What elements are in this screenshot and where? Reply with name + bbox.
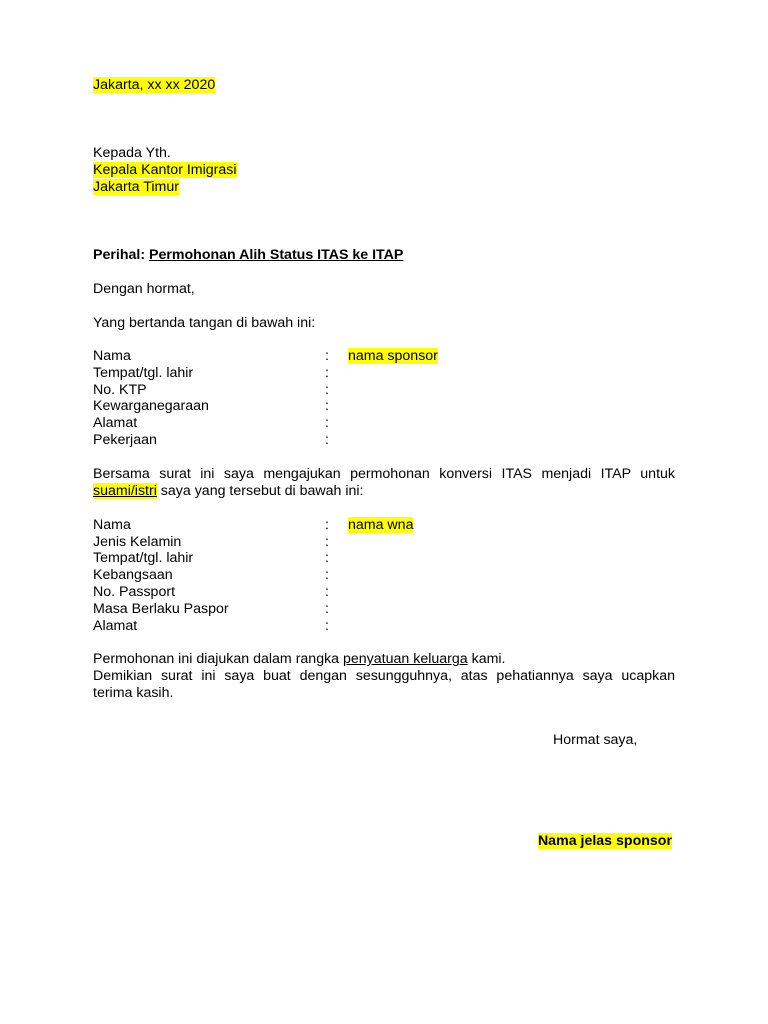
- foreigner-fields: [93, 517, 675, 635]
- field-value: [348, 398, 675, 415]
- closing-reason: penyatuan keluarga: [343, 651, 468, 668]
- recipient-city-line: [93, 179, 675, 196]
- sponsor-field-row: [93, 398, 675, 415]
- sponsor-name-value: nama sponsor: [348, 348, 438, 364]
- field-colon: :: [325, 381, 329, 398]
- field-colon: :: [325, 617, 329, 634]
- sponsor-field-row: [93, 382, 675, 399]
- sponsor-fields: [93, 348, 675, 449]
- recipient-salutation: Kepada Yth.: [93, 145, 171, 161]
- signature-name-line: [538, 833, 672, 850]
- field-label: Alamat: [93, 617, 138, 634]
- field-colon: :: [325, 398, 329, 415]
- subject-label: Perihal:: [93, 247, 146, 263]
- field-label: Alamat: [93, 415, 138, 432]
- closing-line-1: [93, 651, 675, 668]
- subject-line: [93, 247, 675, 264]
- request-line-2: [93, 483, 675, 500]
- field-colon: :: [325, 431, 329, 448]
- foreigner-field-row: [93, 534, 675, 551]
- sponsor-field-row: [93, 348, 675, 365]
- field-label: Tempat/tgl. lahir: [93, 550, 194, 567]
- field-value: [348, 534, 675, 551]
- request-line-1: Bersama surat ini saya mengajukan permohonan konversi ITAS menjadi ITAP untuk: [93, 465, 675, 482]
- field-label: Kebangsaan: [93, 567, 173, 584]
- signature-name: Nama jelas sponsor: [537, 833, 672, 849]
- signoff: Hormat saya,: [553, 732, 638, 748]
- intro-text: Yang bertanda tangan di bawah ini:: [93, 315, 316, 331]
- place-date-line: [93, 77, 675, 94]
- request-paragraph: [93, 466, 675, 500]
- field-label: Masa Berlaku Paspor: [93, 600, 229, 617]
- field-value: [348, 382, 675, 399]
- closing-line-2: Demikian surat ini saya buat dengan sesungguhnya, atas pehatiannya saya ucapkan: [93, 668, 675, 685]
- field-colon: :: [325, 364, 329, 381]
- field-colon: :: [325, 567, 329, 584]
- field-value: [348, 415, 675, 432]
- request-line-2-rest: saya yang tersebut di bawah ini:: [156, 482, 364, 499]
- field-colon: :: [325, 550, 329, 567]
- field-colon: :: [325, 533, 329, 550]
- field-label: Tempat/tgl. lahir: [93, 364, 194, 381]
- recipient-city: Jakarta Timur: [93, 179, 179, 195]
- field-value: [348, 365, 675, 382]
- field-label: Kewarganegaraan: [93, 398, 209, 415]
- field-label: Nama: [93, 348, 131, 364]
- field-colon: :: [325, 415, 329, 432]
- foreigner-field-row: [93, 550, 675, 567]
- sponsor-field-row: [93, 415, 675, 432]
- field-value: [348, 550, 675, 567]
- recipient-title: Kepala Kantor Imigrasi: [93, 162, 237, 178]
- foreigner-field-row: [93, 517, 675, 534]
- greeting: Dengan hormat,: [93, 281, 195, 297]
- sponsor-field-row: [93, 432, 675, 449]
- recipient-title-line: [93, 162, 675, 179]
- field-colon: :: [325, 516, 329, 533]
- field-value: [348, 432, 675, 449]
- spouse-text: suami/istri: [93, 482, 157, 499]
- subject-text: Permohonan Alih Status ITAS ke ITAP: [149, 247, 404, 263]
- field-colon: :: [325, 583, 329, 600]
- foreigner-name-value: nama wna: [348, 516, 414, 533]
- closing-line-3: terima kasih.: [93, 685, 174, 702]
- closing-paragraph: [93, 651, 675, 702]
- field-colon: :: [325, 600, 329, 617]
- letter-body: [93, 77, 675, 702]
- field-label: No. Passport: [93, 583, 176, 600]
- field-label: Jenis Kelamin: [93, 533, 182, 550]
- closing-prefix: Permohonan ini diajukan dalam rangka: [93, 651, 344, 668]
- foreigner-field-row: [93, 567, 675, 584]
- foreigner-field-row: [93, 584, 675, 601]
- field-label: Pekerjaan: [93, 431, 157, 448]
- field-value: [348, 567, 675, 584]
- field-value: [348, 584, 675, 601]
- field-label: No. KTP: [93, 381, 147, 398]
- field-value: [348, 618, 675, 635]
- field-label: Nama: [93, 516, 131, 533]
- place-date: Jakarta, xx xx 2020: [93, 77, 216, 93]
- foreigner-field-row: [93, 618, 675, 635]
- field-value: [348, 601, 675, 618]
- foreigner-field-row: [93, 601, 675, 618]
- field-colon: :: [325, 348, 329, 364]
- sponsor-field-row: [93, 365, 675, 382]
- closing-suffix: kami.: [467, 651, 506, 668]
